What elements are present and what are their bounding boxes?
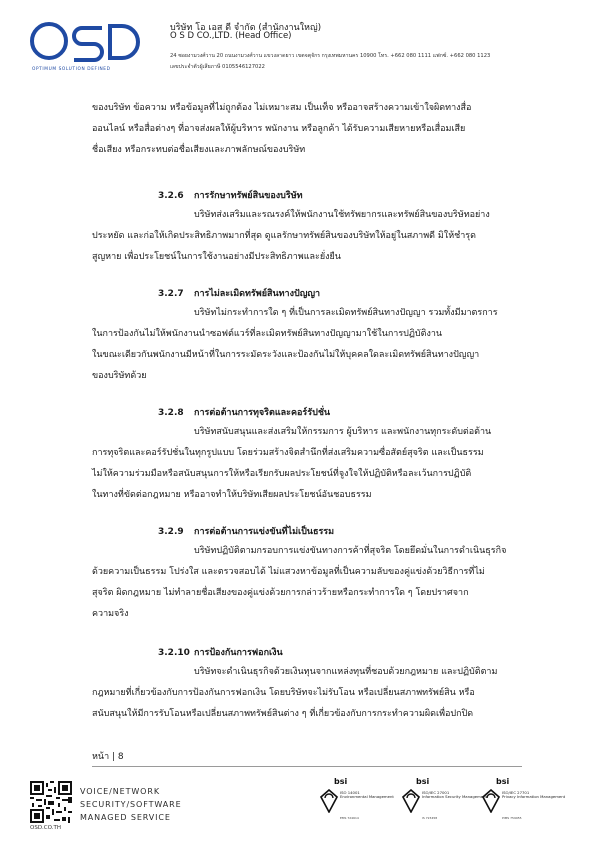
section-number: 3.2.7 <box>158 289 184 299</box>
cert-code: ISO/IEC 27701 Privacy Information Management <box>502 790 566 800</box>
body-line: ด้วยความเป็นธรรม โปร่งใส และตรวจสอบได้ ไม่แสวงหาข้อมูลที่เป็นความลับของคู่แข่งด้วยวิธีการที่ไม่ <box>92 567 485 577</box>
iso-27701-badge <box>480 777 566 827</box>
body-line: สนับสนุนให้มีการรับโอนหรือเปลี่ยนสภาพทรัพย์สินต่าง ๆ ที่เกี่ยวข้องกับการกระทำความผิดเพื่อปกปิด <box>92 709 474 719</box>
body-line: ในขณะเดียวกันพนักงานมีหน้าที่ในการระมัดระวังและป้องกันไม่ให้บุคคลใดละเมิดทรัพย์สินทางปัญญา <box>92 350 480 360</box>
bsi-logo: bsi <box>496 777 510 786</box>
page-number: หน้า | 8 <box>92 752 124 762</box>
kitemark-icon <box>482 789 500 813</box>
cert-ref: PIMS 759955 <box>502 816 522 820</box>
logo-tagline: OPTIMUM SOLUTION DEFINED <box>32 67 111 72</box>
company-address: 24 ซอยงามวงศ์วาน 20 ถนนงามวงศ์วาน แขวงลาดยาว เขตจตุจักร กรุงเทพมหานคร 10900 โทร. +662 080 1111 แฟกซ์. +662 080 1123 <box>170 53 491 59</box>
body-line: สุจริต ผิดกฎหมาย ไม่ทำลายชื่อเสียงของคู่แข่งด้วยการกล่าวร้ายหรือกระทำการใด ๆ โดยปราศจาก <box>92 588 469 598</box>
company-tax-id: เลขประจำตัวผู้เสียภาษี 0105546127022 <box>170 64 265 70</box>
section-number: 3.2.6 <box>158 191 184 201</box>
footer-divider <box>92 766 522 767</box>
section-title: การรักษาทรัพย์สินของบริษัท <box>194 191 303 201</box>
service-label: SECURITY/SOFTWARE <box>80 800 182 809</box>
section-heading <box>158 524 334 538</box>
section-heading <box>158 405 330 419</box>
body-line: ชื่อเสียง หรือกระทบต่อชื่อเสียงและภาพลักษณ์ของบริษัท <box>92 145 306 155</box>
service-label: VOICE/NETWORK <box>80 787 160 796</box>
body-line: กฎหมายที่เกี่ยวข้องกับการป้องกันการฟอกเงิน โดยบริษัทจะไม่รับโอน หรือเปลี่ยนสภาพทรัพย์สิน หรือ <box>92 688 475 698</box>
company-name-th: บริษัท โอ เอส ดี จำกัด (สำนักงานใหญ่) <box>170 23 322 33</box>
cert-code: ISO/IEC 27001 Information Security Management <box>422 790 487 800</box>
body-line: ประหยัด และก่อให้เกิดประสิทธิภาพมากที่สุด ดูแลรักษาทรัพย์สินของบริษัทให้อยู่ในสภาพดี มิให้ชำรุด <box>92 231 476 241</box>
body-line: สูญหาย เพื่อประโยชน์ในการใช้งานอย่างมีประสิทธิภาพและยั่งยืน <box>92 252 341 262</box>
bsi-logo: bsi <box>416 777 430 786</box>
iso-27001-badge <box>400 777 487 827</box>
body-line: ออนไลน์ หรือสื่อต่างๆ ที่อาจส่งผลให้ผู้บริหาร พนักงาน หรือลูกค้า ได้รับความเสียหายหรือเสื่อมเสีย <box>92 124 466 134</box>
section-number: 3.2.8 <box>158 408 184 418</box>
cert-ref: IS 723458 <box>422 816 438 820</box>
company-name-en: O S D CO.,LTD. (Head Office) <box>170 31 292 41</box>
service-label: MANAGED SERVICE <box>80 813 171 822</box>
bsi-logo: bsi <box>334 777 348 786</box>
section-heading <box>158 188 303 202</box>
section-heading <box>158 645 283 659</box>
osd-logo <box>30 20 140 70</box>
body-line: ไม่ให้ความร่วมมือหรือสนับสนุนการให้หรือเรียกรับผลประโยชน์ที่จูงใจให้ปฏิบัติหรือละเว้นการปฏิบัติ <box>92 469 472 479</box>
section-number: 3.2.10 <box>158 648 190 658</box>
body-line: การทุจริตและคอร์รัปชั่นในทุกรูปแบบ โดยร่วมสร้างจิตสำนึกที่ส่งเสริมความซื่อสัตย์สุจริต และเป็นธรรม <box>92 448 484 458</box>
body-line: บริษัทจะดำเนินธุรกิจด้วยเงินทุนจากแหล่งทุนที่ชอบด้วยกฎหมาย และปฏิบัติตาม <box>194 667 498 677</box>
section-title: การไม่ละเมิดทรัพย์สินทางปัญญา <box>194 289 321 299</box>
body-line: ในทางที่ขัดต่อกฎหมาย หรืออาจทำให้บริษัทเสียผลประโยชน์อันชอบธรรม <box>92 490 372 500</box>
section-title: การต่อต้านการแข่งขันที่ไม่เป็นธรรม <box>194 527 335 537</box>
cert-code: ISO 14001 Environmental Management <box>340 790 394 800</box>
body-line: ความจริง <box>92 609 129 619</box>
body-line: บริษัทส่งเสริมและรณรงค์ให้พนักงานใช้ทรัพยากรและทรัพย์สินของบริษัทอย่าง <box>194 210 490 220</box>
iso-14001-badge <box>318 777 394 827</box>
section-title: การป้องกันการฟอกเงิน <box>194 648 283 658</box>
section-number: 3.2.9 <box>158 527 184 537</box>
section-title: การต่อต้านการทุจริตและคอร์รัปชั่น <box>194 408 331 418</box>
body-line: ในการป้องกันไม่ให้พนักงานนำซอฟต์แวร์ที่ละเมิดทรัพย์สินทางปัญญามาใช้ในการปฏิบัติงาน <box>92 329 443 339</box>
website-label: OSD.CO.TH <box>30 825 61 831</box>
section-heading <box>158 286 320 300</box>
body-line: บริษัทไม่กระทำการใด ๆ ที่เป็นการละเมิดทรัพย์สินทางปัญญา รวมทั้งมีมาตรการ <box>194 308 498 318</box>
kitemark-icon <box>320 789 338 813</box>
body-line: ของบริษัทด้วย <box>92 371 147 381</box>
cert-ref: EMS 724614 <box>340 816 359 820</box>
qr-code-icon[interactable] <box>30 781 72 823</box>
body-line: บริษัทสนับสนุนและส่งเสริมให้กรรมการ ผู้บริหาร และพนักงานทุกระดับต่อต้าน <box>194 427 492 437</box>
body-line: ของบริษัท ข้อความ หรือข้อมูลที่ไม่ถูกต้อง ไม่เหมาะสม เป็นเท็จ หรืออาจสร้างความเข้าใจผิดทางสื่อ <box>92 103 472 113</box>
kitemark-icon <box>402 789 420 813</box>
body-line: บริษัทปฏิบัติตามกรอบการแข่งขันทางการค้าที่สุจริต โดยยึดมั่นในการดำเนินธุรกิจ <box>194 546 507 556</box>
